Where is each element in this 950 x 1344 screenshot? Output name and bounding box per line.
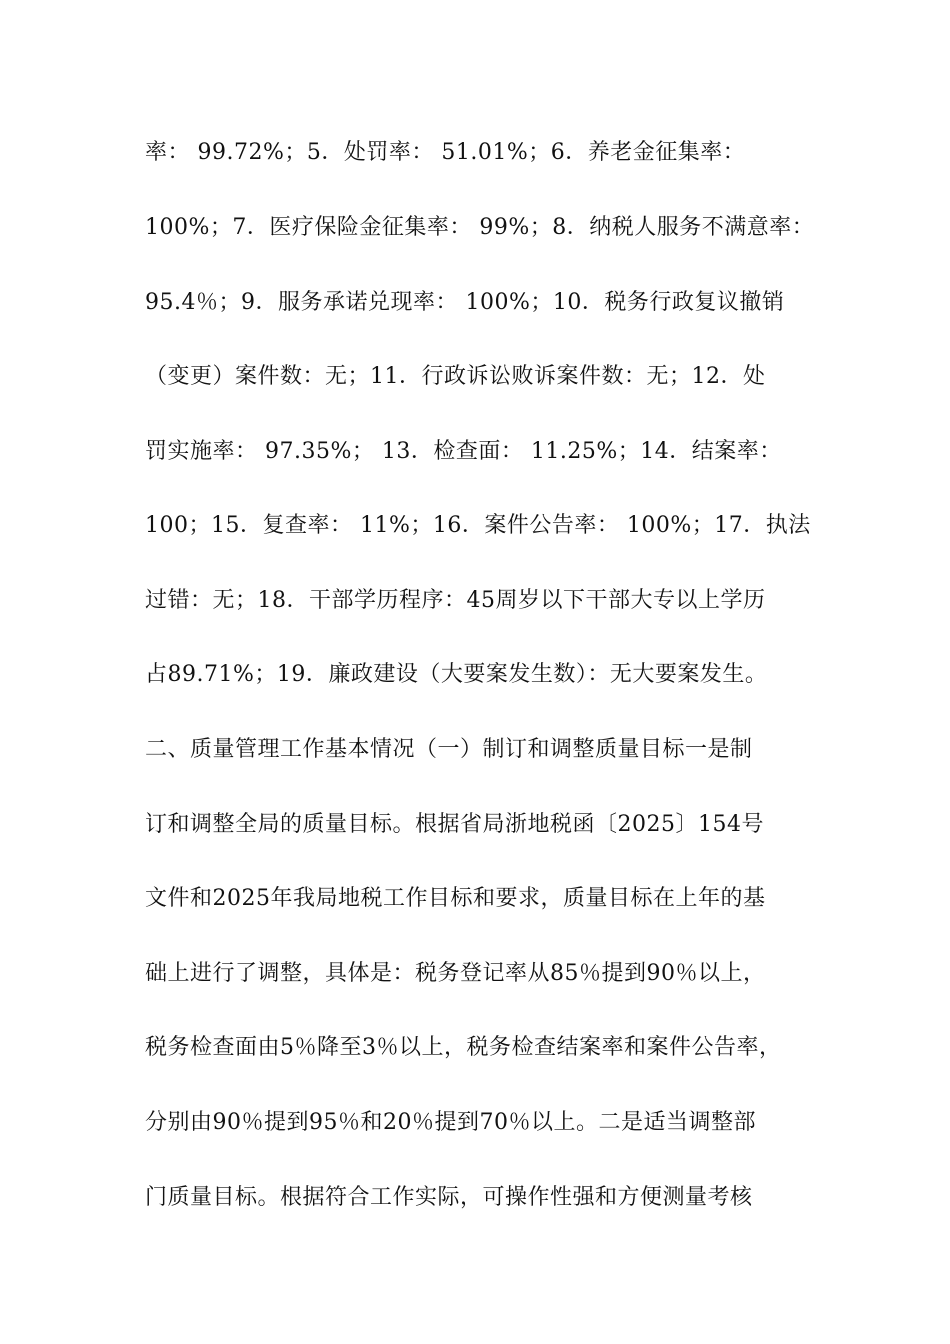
text-line: 文件和2025年我局地税工作目标和要求，质量目标在上年的基 [145, 886, 766, 911]
text-line: （变更）案件数：无；11．行政诉讼败诉案件数：无；12．处 [145, 364, 766, 389]
text-line: 95.4％；9．服务承诺兑现率： 100%；10．税务行政复议撤销 [145, 290, 785, 315]
text-line: 门质量目标。根据符合工作实际，可操作性强和方便测量考核 [145, 1185, 753, 1210]
text-line: 税务检查面由5％降至3％以上，税务检查结案率和案件公告率， [145, 1035, 782, 1060]
text-line: 订和调整全局的质量目标。根据省局浙地税函〔2025〕154号 [145, 812, 764, 837]
text-line: 二、质量管理工作基本情况（一）制订和调整质量目标一是制 [145, 737, 753, 762]
text-line: 占89.71%；19．廉政建设（大要案发生数）：无大要案发生。 [145, 662, 768, 687]
text-line: 100；15．复查率： 11%；16．案件公告率： 100%；17．执法 [145, 513, 811, 538]
text-line: 罚实施率： 97.35%； 13．检查面： 11.25%；14．结案率： [145, 439, 782, 464]
text-line: 率： 99.72%；5．处罚率： 51.01%；6．养老金征集率： [145, 140, 746, 165]
text-line: 100%；7．医疗保险金征集率： 99%；8．纳税人服务不满意率： [145, 215, 815, 240]
text-line: 过错：无；18．干部学历程序：45周岁以下干部大专以上学历 [145, 588, 766, 613]
text-line: 础上进行了调整，具体是：税务登记率从85％提到90％以上， [145, 961, 766, 986]
text-line: 分别由90％提到95％和20％提到70％以上。二是适当调整部 [145, 1110, 756, 1135]
